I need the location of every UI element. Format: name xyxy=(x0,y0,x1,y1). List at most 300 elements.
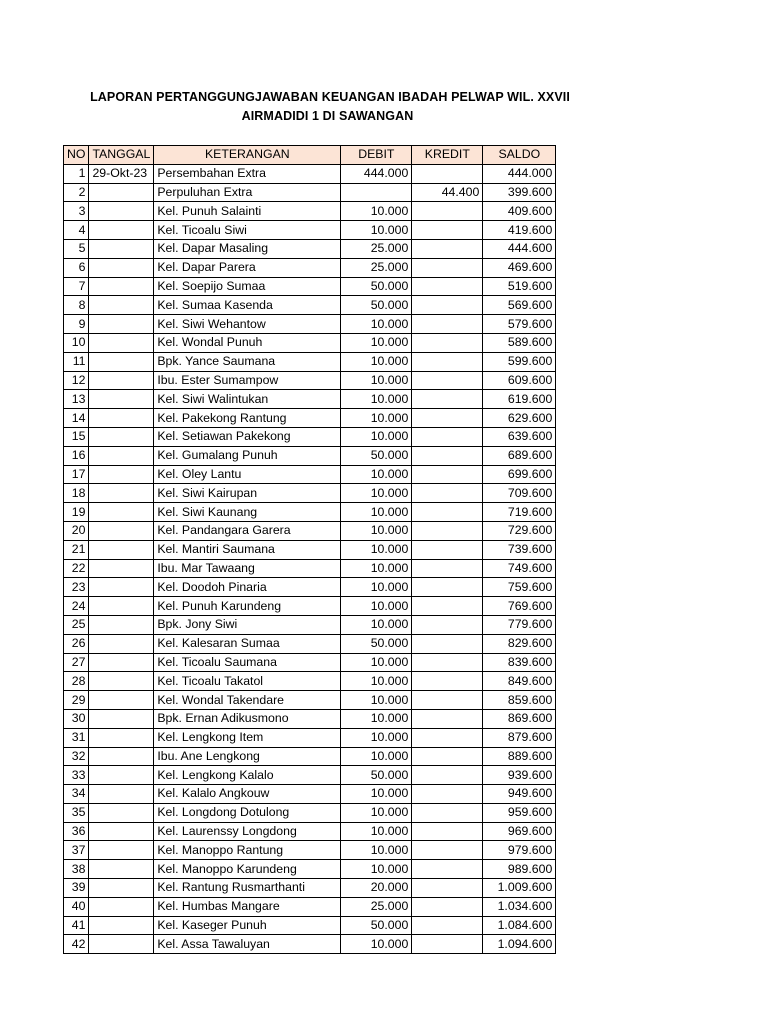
cell-no: 8 xyxy=(64,296,89,315)
table-row xyxy=(64,841,556,860)
cell-no: 37 xyxy=(64,841,89,860)
cell-saldo: 869.600 xyxy=(483,709,556,728)
cell-debit: 10.000 xyxy=(341,427,412,446)
cell-saldo: 589.600 xyxy=(483,333,556,352)
cell-tanggal xyxy=(89,409,154,428)
cell-kredit xyxy=(412,803,483,822)
cell-keterangan: Kel. Manoppo Karundeng xyxy=(154,860,341,879)
cell-tanggal xyxy=(89,672,154,691)
cell-tanggal xyxy=(89,258,154,277)
report-title: LAPORAN PERTANGGUNGJAWABAN KEUANGAN IBADAH PELWAP WIL. XXVII xyxy=(90,90,570,104)
cell-keterangan: Perpuluhan Extra xyxy=(154,183,341,202)
cell-saldo: 959.600 xyxy=(483,803,556,822)
cell-debit: 10.000 xyxy=(341,202,412,221)
cell-kredit xyxy=(412,728,483,747)
cell-debit: 10.000 xyxy=(341,615,412,634)
cell-saldo: 849.600 xyxy=(483,672,556,691)
cell-kredit xyxy=(412,409,483,428)
cell-kredit xyxy=(412,747,483,766)
cell-keterangan: Ibu. Mar Tawaang xyxy=(154,559,341,578)
cell-tanggal xyxy=(89,860,154,879)
cell-debit: 10.000 xyxy=(341,822,412,841)
table-row xyxy=(64,747,556,766)
table-row xyxy=(64,897,556,916)
cell-tanggal xyxy=(89,296,154,315)
table-row xyxy=(64,465,556,484)
cell-kredit: 44.400 xyxy=(412,183,483,202)
table-row xyxy=(64,653,556,672)
cell-saldo: 519.600 xyxy=(483,277,556,296)
cell-tanggal xyxy=(89,841,154,860)
cell-debit: 10.000 xyxy=(341,371,412,390)
cell-debit: 20.000 xyxy=(341,879,412,898)
cell-saldo: 444.600 xyxy=(483,239,556,258)
table-row xyxy=(64,258,556,277)
cell-saldo: 979.600 xyxy=(483,841,556,860)
cell-keterangan: Kel. Assa Tawaluyan xyxy=(154,935,341,954)
table-row xyxy=(64,785,556,804)
cell-keterangan: Kel. Humbas Mangare xyxy=(154,897,341,916)
cell-kredit xyxy=(412,277,483,296)
cell-no: 12 xyxy=(64,371,89,390)
cell-debit: 10.000 xyxy=(341,935,412,954)
cell-saldo: 609.600 xyxy=(483,371,556,390)
cell-no: 18 xyxy=(64,484,89,503)
cell-keterangan: Kel. Siwi Wehantow xyxy=(154,315,341,334)
cell-no: 13 xyxy=(64,390,89,409)
cell-tanggal xyxy=(89,559,154,578)
table-row xyxy=(64,239,556,258)
cell-debit: 10.000 xyxy=(341,785,412,804)
table-row xyxy=(64,296,556,315)
cell-no: 42 xyxy=(64,935,89,954)
cell-debit: 50.000 xyxy=(341,446,412,465)
table-row xyxy=(64,371,556,390)
cell-debit: 50.000 xyxy=(341,766,412,785)
cell-kredit xyxy=(412,822,483,841)
table-row xyxy=(64,879,556,898)
table-row xyxy=(64,484,556,503)
cell-kredit xyxy=(412,916,483,935)
cell-no: 16 xyxy=(64,446,89,465)
cell-debit: 50.000 xyxy=(341,296,412,315)
table-row xyxy=(64,409,556,428)
cell-keterangan: Bpk. Jony Siwi xyxy=(154,615,341,634)
cell-tanggal xyxy=(89,653,154,672)
cell-keterangan: Kel. Siwi Kaunang xyxy=(154,503,341,522)
table-row xyxy=(64,916,556,935)
cell-tanggal xyxy=(89,728,154,747)
cell-no: 26 xyxy=(64,634,89,653)
cell-kredit xyxy=(412,860,483,879)
cell-debit: 444.000 xyxy=(341,164,412,183)
cell-debit: 50.000 xyxy=(341,277,412,296)
cell-no: 27 xyxy=(64,653,89,672)
cell-no: 14 xyxy=(64,409,89,428)
table-row xyxy=(64,427,556,446)
cell-kredit xyxy=(412,202,483,221)
cell-keterangan: Kel. Wondal Punuh xyxy=(154,333,341,352)
cell-saldo: 949.600 xyxy=(483,785,556,804)
cell-debit: 10.000 xyxy=(341,540,412,559)
cell-keterangan: Kel. Soepijo Sumaa xyxy=(154,277,341,296)
table-row xyxy=(64,803,556,822)
cell-kredit xyxy=(412,897,483,916)
cell-keterangan: Kel. Punuh Karundeng xyxy=(154,597,341,616)
cell-keterangan: Kel. Lengkong Kalalo xyxy=(154,766,341,785)
cell-keterangan: Bpk. Ernan Adikusmono xyxy=(154,709,341,728)
cell-saldo: 1.009.600 xyxy=(483,879,556,898)
cell-saldo: 1.094.600 xyxy=(483,935,556,954)
cell-keterangan: Bpk. Yance Saumana xyxy=(154,352,341,371)
cell-tanggal xyxy=(89,221,154,240)
cell-keterangan: Kel. Lengkong Item xyxy=(154,728,341,747)
cell-saldo: 469.600 xyxy=(483,258,556,277)
cell-tanggal xyxy=(89,503,154,522)
cell-saldo: 939.600 xyxy=(483,766,556,785)
cell-keterangan: Kel. Kalalo Angkouw xyxy=(154,785,341,804)
cell-keterangan: Kel. Kaseger Punuh xyxy=(154,916,341,935)
header-tanggal: TANGGAL xyxy=(89,146,154,165)
cell-kredit xyxy=(412,634,483,653)
cell-saldo: 769.600 xyxy=(483,597,556,616)
cell-tanggal xyxy=(89,484,154,503)
cell-no: 21 xyxy=(64,540,89,559)
cell-saldo: 569.600 xyxy=(483,296,556,315)
cell-no: 30 xyxy=(64,709,89,728)
cell-saldo: 759.600 xyxy=(483,578,556,597)
cell-kredit xyxy=(412,427,483,446)
cell-keterangan: Kel. Sumaa Kasenda xyxy=(154,296,341,315)
table-row xyxy=(64,540,556,559)
cell-debit: 10.000 xyxy=(341,521,412,540)
cell-keterangan: Kel. Pakekong Rantung xyxy=(154,409,341,428)
cell-no: 41 xyxy=(64,916,89,935)
cell-tanggal xyxy=(89,540,154,559)
cell-saldo: 619.600 xyxy=(483,390,556,409)
cell-tanggal xyxy=(89,183,154,202)
cell-debit: 50.000 xyxy=(341,916,412,935)
cell-keterangan: Kel. Dapar Masaling xyxy=(154,239,341,258)
cell-kredit xyxy=(412,521,483,540)
ledger-body xyxy=(64,164,556,953)
cell-saldo: 969.600 xyxy=(483,822,556,841)
table-row xyxy=(64,333,556,352)
cell-tanggal xyxy=(89,202,154,221)
cell-keterangan: Kel. Siwi Walintukan xyxy=(154,390,341,409)
cell-keterangan: Kel. Wondal Takendare xyxy=(154,691,341,710)
cell-saldo: 1.084.600 xyxy=(483,916,556,935)
cell-no: 36 xyxy=(64,822,89,841)
cell-no: 40 xyxy=(64,897,89,916)
cell-keterangan: Kel. Gumalang Punuh xyxy=(154,446,341,465)
cell-no: 15 xyxy=(64,427,89,446)
cell-kredit xyxy=(412,333,483,352)
cell-keterangan: Kel. Oley Lantu xyxy=(154,465,341,484)
cell-kredit xyxy=(412,766,483,785)
ledger-table xyxy=(63,145,556,954)
cell-keterangan: Kel. Dapar Parera xyxy=(154,258,341,277)
cell-kredit xyxy=(412,785,483,804)
cell-tanggal xyxy=(89,691,154,710)
cell-kredit xyxy=(412,503,483,522)
cell-kredit xyxy=(412,390,483,409)
cell-debit: 10.000 xyxy=(341,315,412,334)
table-row xyxy=(64,521,556,540)
cell-tanggal xyxy=(89,879,154,898)
cell-kredit xyxy=(412,371,483,390)
cell-debit: 10.000 xyxy=(341,653,412,672)
cell-tanggal xyxy=(89,352,154,371)
cell-debit: 10.000 xyxy=(341,841,412,860)
cell-tanggal xyxy=(89,766,154,785)
cell-kredit xyxy=(412,446,483,465)
cell-saldo: 749.600 xyxy=(483,559,556,578)
cell-debit: 10.000 xyxy=(341,352,412,371)
cell-keterangan: Ibu. Ane Lengkong xyxy=(154,747,341,766)
cell-saldo: 639.600 xyxy=(483,427,556,446)
cell-no: 11 xyxy=(64,352,89,371)
cell-tanggal xyxy=(89,315,154,334)
cell-kredit xyxy=(412,597,483,616)
cell-no: 28 xyxy=(64,672,89,691)
cell-keterangan: Persembahan Extra xyxy=(154,164,341,183)
cell-saldo: 729.600 xyxy=(483,521,556,540)
cell-no: 20 xyxy=(64,521,89,540)
cell-kredit xyxy=(412,935,483,954)
table-row xyxy=(64,559,556,578)
cell-keterangan: Kel. Laurenssy Longdong xyxy=(154,822,341,841)
header-no: NO xyxy=(64,146,89,165)
cell-saldo: 689.600 xyxy=(483,446,556,465)
cell-keterangan: Ibu. Ester Sumampow xyxy=(154,371,341,390)
cell-debit: 25.000 xyxy=(341,897,412,916)
cell-keterangan: Kel. Rantung Rusmarthanti xyxy=(154,879,341,898)
table-row xyxy=(64,672,556,691)
cell-saldo: 889.600 xyxy=(483,747,556,766)
table-row xyxy=(64,202,556,221)
cell-saldo: 579.600 xyxy=(483,315,556,334)
cell-tanggal xyxy=(89,597,154,616)
table-row xyxy=(64,615,556,634)
cell-debit: 10.000 xyxy=(341,390,412,409)
cell-tanggal xyxy=(89,822,154,841)
cell-saldo: 599.600 xyxy=(483,352,556,371)
cell-debit: 10.000 xyxy=(341,333,412,352)
cell-kredit xyxy=(412,352,483,371)
cell-kredit xyxy=(412,540,483,559)
cell-tanggal xyxy=(89,465,154,484)
cell-saldo: 419.600 xyxy=(483,221,556,240)
cell-debit: 10.000 xyxy=(341,672,412,691)
cell-tanggal xyxy=(89,390,154,409)
cell-debit: 10.000 xyxy=(341,709,412,728)
cell-debit: 10.000 xyxy=(341,484,412,503)
header-saldo: SALDO xyxy=(483,146,556,165)
cell-no: 32 xyxy=(64,747,89,766)
cell-saldo: 739.600 xyxy=(483,540,556,559)
header-keterangan: KETERANGAN xyxy=(154,146,341,165)
cell-kredit xyxy=(412,879,483,898)
cell-debit: 50.000 xyxy=(341,634,412,653)
cell-keterangan: Kel. Pandangara Garera xyxy=(154,521,341,540)
cell-no: 35 xyxy=(64,803,89,822)
cell-no: 9 xyxy=(64,315,89,334)
cell-saldo: 829.600 xyxy=(483,634,556,653)
cell-kredit xyxy=(412,691,483,710)
cell-no: 17 xyxy=(64,465,89,484)
cell-debit: 10.000 xyxy=(341,597,412,616)
cell-saldo: 719.600 xyxy=(483,503,556,522)
cell-keterangan: Kel. Ticoalu Takatol xyxy=(154,672,341,691)
cell-no: 31 xyxy=(64,728,89,747)
table-row xyxy=(64,315,556,334)
cell-no: 23 xyxy=(64,578,89,597)
cell-tanggal xyxy=(89,935,154,954)
cell-debit: 10.000 xyxy=(341,221,412,240)
cell-no: 24 xyxy=(64,597,89,616)
table-row xyxy=(64,277,556,296)
cell-debit: 25.000 xyxy=(341,239,412,258)
cell-debit: 10.000 xyxy=(341,578,412,597)
cell-debit: 10.000 xyxy=(341,860,412,879)
cell-debit: 10.000 xyxy=(341,559,412,578)
cell-no: 29 xyxy=(64,691,89,710)
table-row xyxy=(64,822,556,841)
cell-tanggal xyxy=(89,785,154,804)
cell-debit: 10.000 xyxy=(341,728,412,747)
cell-no: 3 xyxy=(64,202,89,221)
cell-no: 22 xyxy=(64,559,89,578)
cell-no: 33 xyxy=(64,766,89,785)
table-row xyxy=(64,221,556,240)
table-row xyxy=(64,352,556,371)
cell-tanggal xyxy=(89,446,154,465)
cell-no: 38 xyxy=(64,860,89,879)
header-debit: DEBIT xyxy=(341,146,412,165)
table-row xyxy=(64,634,556,653)
cell-saldo: 444.000 xyxy=(483,164,556,183)
cell-kredit xyxy=(412,164,483,183)
cell-keterangan: Kel. Ticoalu Saumana xyxy=(154,653,341,672)
cell-debit xyxy=(341,183,412,202)
cell-tanggal xyxy=(89,709,154,728)
cell-saldo: 409.600 xyxy=(483,202,556,221)
cell-debit: 25.000 xyxy=(341,258,412,277)
cell-no: 6 xyxy=(64,258,89,277)
cell-saldo: 399.600 xyxy=(483,183,556,202)
cell-saldo: 859.600 xyxy=(483,691,556,710)
cell-tanggal xyxy=(89,277,154,296)
table-row xyxy=(64,503,556,522)
cell-tanggal xyxy=(89,371,154,390)
cell-tanggal xyxy=(89,615,154,634)
cell-tanggal xyxy=(89,803,154,822)
cell-tanggal xyxy=(89,916,154,935)
cell-debit: 10.000 xyxy=(341,747,412,766)
header-row xyxy=(64,146,556,165)
table-row xyxy=(64,709,556,728)
cell-no: 10 xyxy=(64,333,89,352)
cell-kredit xyxy=(412,841,483,860)
table-row xyxy=(64,578,556,597)
cell-saldo: 1.034.600 xyxy=(483,897,556,916)
cell-tanggal xyxy=(89,747,154,766)
cell-tanggal xyxy=(89,333,154,352)
cell-kredit xyxy=(412,221,483,240)
cell-tanggal xyxy=(89,521,154,540)
cell-saldo: 839.600 xyxy=(483,653,556,672)
cell-saldo: 779.600 xyxy=(483,615,556,634)
table-row xyxy=(64,597,556,616)
cell-kredit xyxy=(412,615,483,634)
cell-tanggal xyxy=(89,239,154,258)
cell-keterangan: Kel. Ticoalu Siwi xyxy=(154,221,341,240)
cell-keterangan: Kel. Mantiri Saumana xyxy=(154,540,341,559)
table-row xyxy=(64,728,556,747)
cell-saldo: 989.600 xyxy=(483,860,556,879)
cell-kredit xyxy=(412,296,483,315)
cell-tanggal: 29-Okt-23 xyxy=(89,164,154,183)
cell-no: 25 xyxy=(64,615,89,634)
cell-saldo: 879.600 xyxy=(483,728,556,747)
cell-keterangan: Kel. Kalesaran Sumaa xyxy=(154,634,341,653)
cell-kredit xyxy=(412,578,483,597)
cell-debit: 10.000 xyxy=(341,465,412,484)
table-row xyxy=(64,860,556,879)
table-row xyxy=(64,183,556,202)
cell-no: 7 xyxy=(64,277,89,296)
cell-tanggal xyxy=(89,578,154,597)
cell-no: 34 xyxy=(64,785,89,804)
cell-saldo: 629.600 xyxy=(483,409,556,428)
cell-debit: 10.000 xyxy=(341,503,412,522)
cell-kredit xyxy=(412,315,483,334)
cell-keterangan: Kel. Setiawan Pakekong xyxy=(154,427,341,446)
cell-kredit xyxy=(412,239,483,258)
cell-kredit xyxy=(412,484,483,503)
cell-keterangan: Kel. Doodoh Pinaria xyxy=(154,578,341,597)
cell-kredit xyxy=(412,258,483,277)
cell-keterangan: Kel. Punuh Salainti xyxy=(154,202,341,221)
table-row xyxy=(64,390,556,409)
cell-debit: 10.000 xyxy=(341,691,412,710)
table-row xyxy=(64,446,556,465)
cell-tanggal xyxy=(89,897,154,916)
table-row xyxy=(64,766,556,785)
cell-tanggal xyxy=(89,634,154,653)
cell-no: 4 xyxy=(64,221,89,240)
cell-no: 5 xyxy=(64,239,89,258)
cell-kredit xyxy=(412,559,483,578)
table-row xyxy=(64,164,556,183)
cell-saldo: 709.600 xyxy=(483,484,556,503)
cell-no: 19 xyxy=(64,503,89,522)
cell-keterangan: Kel. Manoppo Rantung xyxy=(154,841,341,860)
cell-kredit xyxy=(412,672,483,691)
cell-tanggal xyxy=(89,427,154,446)
header-kredit: KREDIT xyxy=(412,146,483,165)
table-row xyxy=(64,691,556,710)
cell-saldo: 699.600 xyxy=(483,465,556,484)
cell-kredit xyxy=(412,653,483,672)
cell-no: 1 xyxy=(64,164,89,183)
cell-debit: 10.000 xyxy=(341,803,412,822)
cell-keterangan: Kel. Longdong Dotulong xyxy=(154,803,341,822)
cell-kredit xyxy=(412,465,483,484)
cell-no: 2 xyxy=(64,183,89,202)
cell-keterangan: Kel. Siwi Kairupan xyxy=(154,484,341,503)
